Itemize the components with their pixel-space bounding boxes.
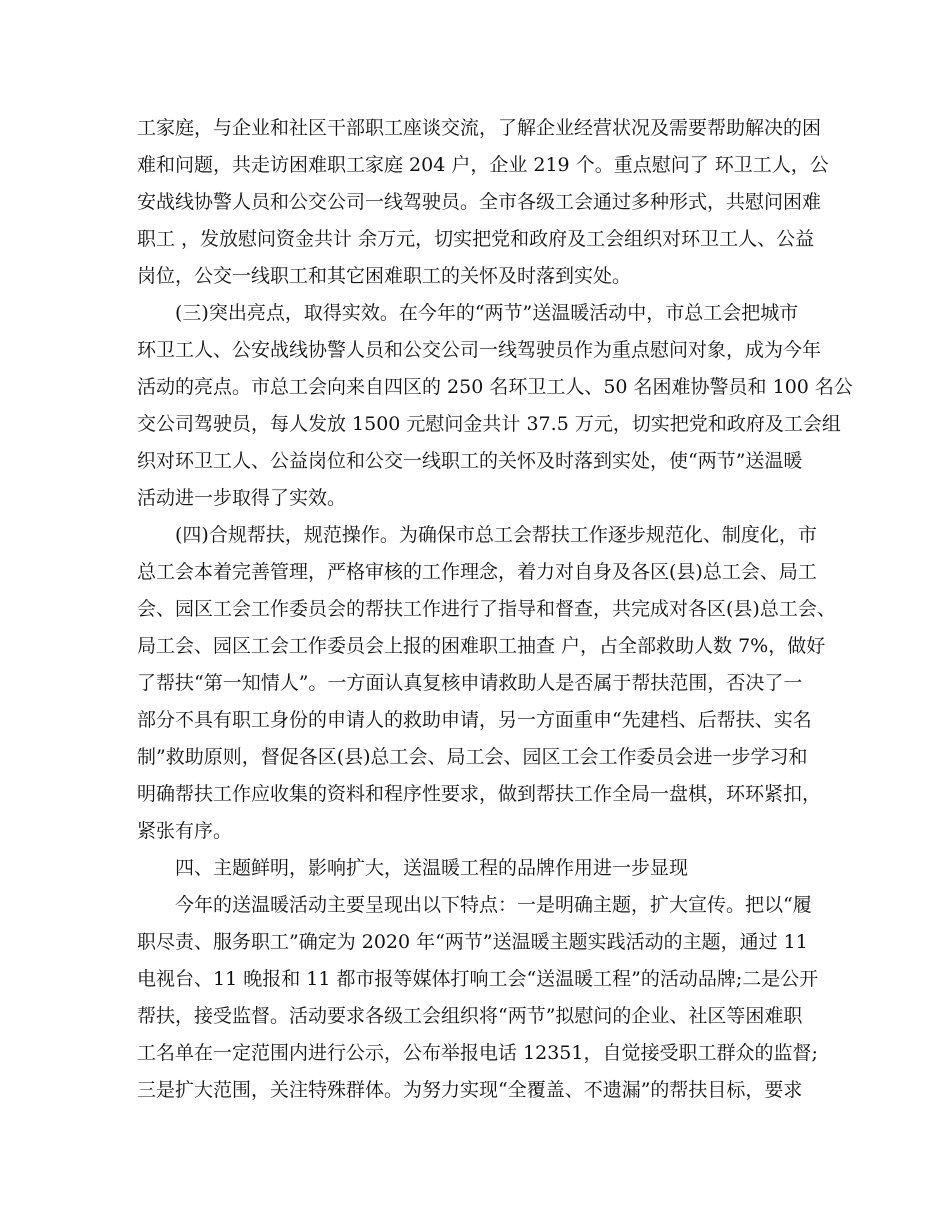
text-line: 明确帮扶工作应收集的资料和程序性要求，做到帮扶工作全局一盘棋，环环紧扣， [137, 783, 822, 805]
text-line: 总工会本着完善管理，严格审核的工作理念，着力对自身及各区(县)总工会、局工 [137, 561, 817, 583]
paragraph-start-line: (三)突出亮点，取得实效。在今年的“两节”送温暖活动中，市总工会把城市 [175, 302, 799, 324]
text-line: 活动的亮点。市总工会向来自四区的 250 名环卫工人、50 名困难协警员和 100 名公 [137, 376, 853, 398]
text-line: 岗位，公交一线职工和其它困难职工的关怀及时落到实处。 [137, 265, 632, 287]
section-heading: 四、主题鲜明，影响扩大，送温暖工程的品牌作用进一步显现 [175, 857, 689, 879]
text-line: 职工 ，发放慰问资金共计 余万元，切实把党和政府及工会组织对环卫工人、公益 [137, 228, 815, 250]
text-line: 了帮扶“第一知情人”。一方面认真复核申请救助人是否属于帮扶范围，否决了一 [137, 672, 803, 694]
text-line: 织对环卫工人、公益岗位和公交一线职工的关怀及时落到实处，使“两节”送温暖 [137, 450, 803, 472]
text-line: 三是扩大范围，关注特殊群体。为努力实现“全覆盖、不遗漏”的帮扶目标，要求 [137, 1079, 803, 1101]
text-line: 电视台、11 晚报和 11 都市报等媒体打响工会“送温暖工程”的活动品牌;二是公开 [137, 968, 819, 990]
text-line: 活动进一步取得了实效。 [137, 487, 347, 509]
text-line: 交公司驾驶员，每人发放 1500 元慰问金共计 37.5 万元，切实把党和政府及工会组 [137, 413, 841, 435]
text-line: 帮扶，接受监督。活动要求各级工会组织将“两节”拟慰问的企业、社区等困难职 [137, 1005, 803, 1027]
paragraph-start-line: (四)合规帮扶，规范操作。为确保市总工会帮扶工作逐步规范化、制度化，市 [175, 524, 817, 546]
text-line: 职尽责、服务职工”确定为 2020 年“两节”送温暖主题实践活动的主题，通过 11 [137, 931, 808, 953]
text-line: 工家庭，与企业和社区干部职工座谈交流，了解企业经营状况及需要帮助解决的困 [137, 117, 822, 139]
document-body [137, 110, 853, 1109]
text-line: 制”救助原则，督促各区(县)总工会、局工会、园区工会工作委员会进一步学习和 [137, 746, 808, 768]
text-line: 安战线协警人员和公交公司一线驾驶员。全市各级工会通过多种形式，共慰问困难 [137, 191, 822, 213]
text-line: 环卫工人、公安战线协警人员和公交公司一线驾驶员作为重点慰问对象，成为今年 [137, 339, 822, 361]
text-line: 工名单在一定范围内进行公示，公布举报电话 12351，自觉接受职工群众的监督; [137, 1042, 818, 1064]
text-line: 局工会、园区工会工作委员会上报的困难职工抽查 户，占全部救助人数 7%，做好 [137, 635, 826, 657]
text-line: 难和问题，共走访困难职工家庭 204 户，企业 219 个。重点慰问了 环卫工人，公 [137, 154, 829, 176]
text-line: 部分不具有职工身份的申请人的救助申请，另一方面重申“先建档、后帮扶、实名 [137, 709, 812, 731]
text-line: 紧张有序。 [137, 820, 233, 842]
paragraph-start-line: 今年的送温暖活动主要呈现出以下特点：一是明确主题，扩大宣传。把以“履 [175, 894, 812, 916]
text-line: 会、园区工会工作委员会的帮扶工作进行了指导和督查，共完成对各区(县)总工会、 [137, 598, 836, 620]
